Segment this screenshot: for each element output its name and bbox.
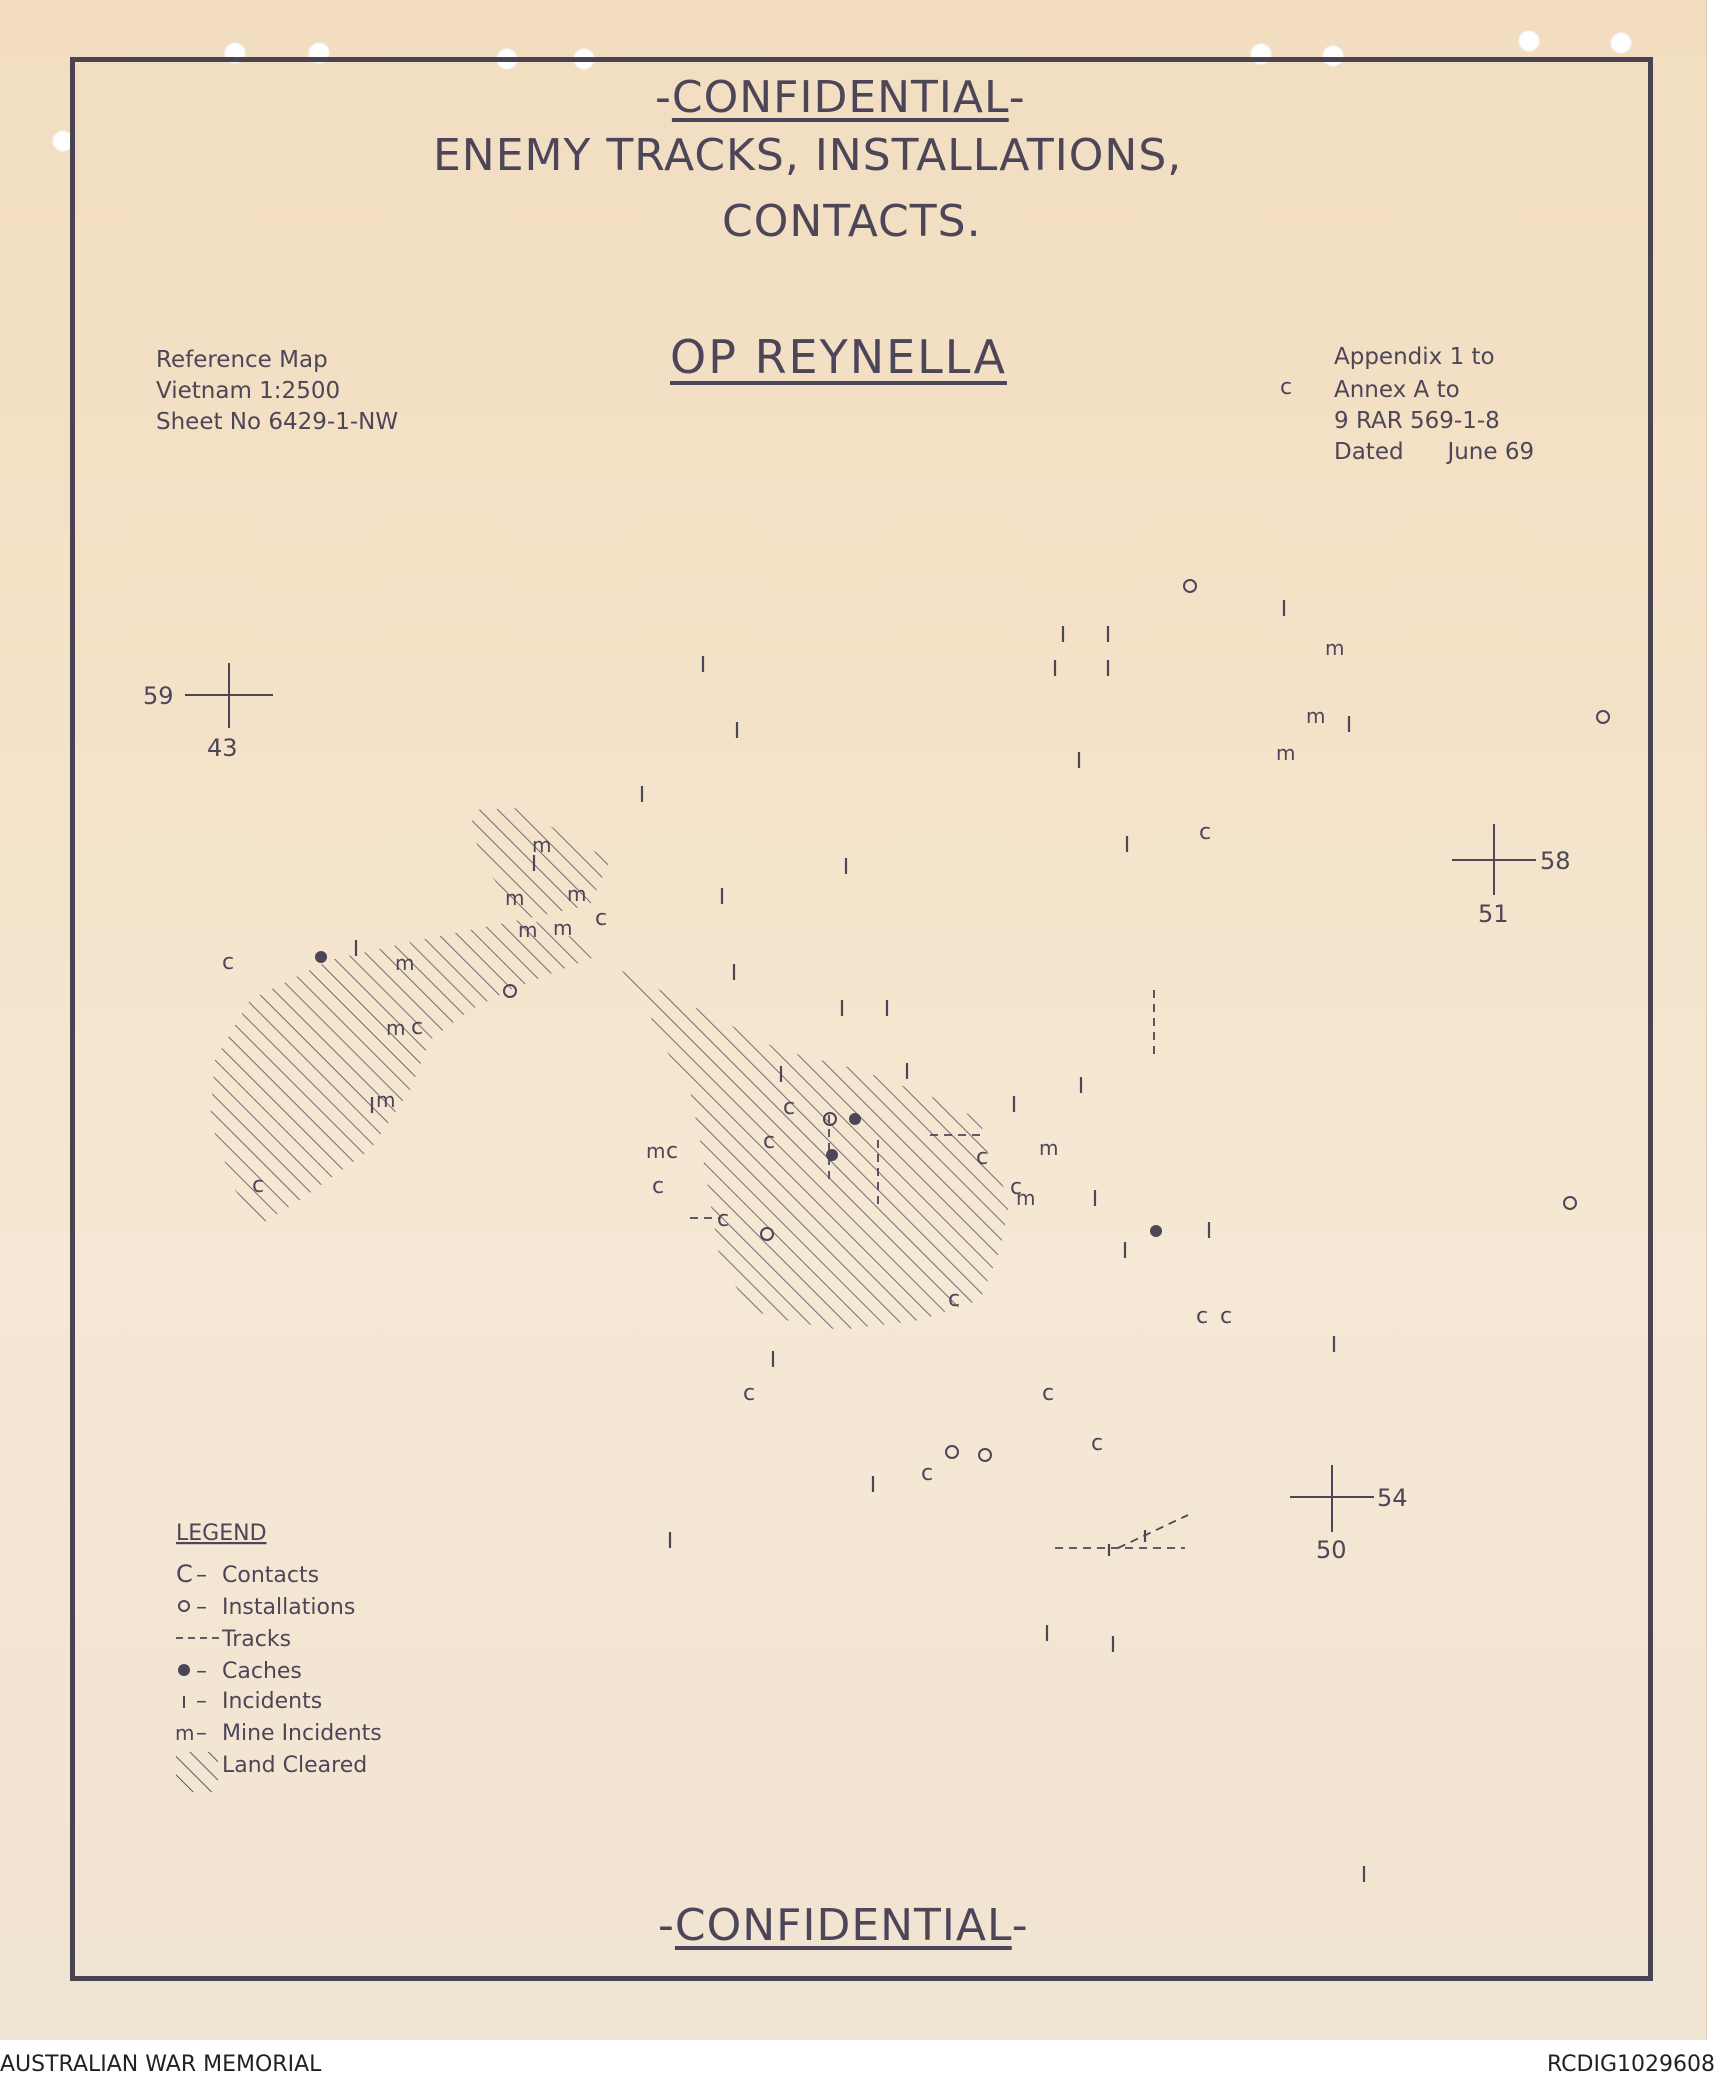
svg-text:m: m [518, 918, 538, 942]
operation-name: OP REYNELLA [670, 330, 1007, 384]
svg-text:m: m [646, 1139, 666, 1163]
svg-text:c: c [652, 1174, 665, 1199]
contact-markers [222, 375, 1292, 1486]
grid-ref-59-43 [185, 663, 273, 728]
svg-text:–: – [196, 1721, 207, 1746]
svg-text:c: c [1280, 375, 1293, 400]
svg-text:m: m [1276, 741, 1296, 765]
appendix-line3: 9 RAR 569-1-8 [1334, 408, 1500, 434]
svg-text:c: c [948, 1287, 961, 1312]
grid-ref-58-51-east: 58 [1540, 847, 1571, 875]
legend-land-cleared-label: Land Cleared [222, 1753, 368, 1778]
legend [175, 1521, 382, 1792]
svg-text:c: c [1196, 1304, 1209, 1329]
legend-incidents-label: Incidents [222, 1689, 323, 1714]
svg-text:c: c [1220, 1304, 1233, 1329]
appendix-line4: Dated June 69 [1334, 439, 1535, 465]
legend-contacts-label: Contacts [222, 1563, 320, 1588]
svg-text:c: c [666, 1139, 679, 1164]
svg-text:m: m [376, 1088, 396, 1112]
legend-land-cleared-symbol [176, 1752, 218, 1792]
svg-text:c: c [976, 1145, 989, 1170]
classification-bottom: -CONFIDENTIAL- [658, 1900, 1029, 1951]
classification-bottom-text: CONFIDENTIAL [674, 1900, 1012, 1951]
svg-text:m: m [532, 833, 552, 857]
legend-caches-label: Caches [222, 1659, 302, 1684]
svg-text:c: c [763, 1129, 776, 1154]
svg-text:c: c [1091, 1431, 1104, 1456]
svg-text:m: m [1039, 1136, 1059, 1160]
classification-top: -CONFIDENTIAL- [655, 72, 1026, 123]
grid-ref-54-50 [1290, 1465, 1374, 1532]
grid-ref-59-43-north: 43 [207, 734, 238, 762]
svg-text:c: c [411, 1015, 424, 1040]
svg-text:m: m [386, 1016, 406, 1040]
svg-text:–: – [196, 1659, 207, 1684]
legend-installations-label: Installations [222, 1595, 356, 1620]
map-title-line1: ENEMY TRACKS, INSTALLATIONS, [433, 130, 1183, 181]
grid-ref-58-51-north: 51 [1478, 900, 1509, 928]
svg-text:m: m [567, 882, 587, 906]
svg-text:c: c [252, 1173, 265, 1198]
svg-text:c: c [1010, 1175, 1023, 1200]
legend-title: LEGEND [176, 1521, 267, 1546]
svg-text:m: m [1325, 636, 1345, 660]
land-cleared-area [210, 808, 1010, 1330]
svg-text:m: m [1306, 704, 1326, 728]
appendix-line1: Appendix 1 to [1334, 344, 1495, 370]
archive-id: RCDIG1029608 [1546, 2052, 1715, 2077]
svg-text:m: m [505, 886, 525, 910]
svg-text:c: c [743, 1381, 756, 1406]
legend-contacts-symbol: C [176, 1560, 193, 1588]
svg-text:–: – [196, 1563, 207, 1588]
legend-mine-label: Mine Incidents [222, 1721, 382, 1746]
appendix-line2: Annex A to [1334, 377, 1460, 403]
archive-credit: AUSTRALIAN WAR MEMORIAL [0, 2052, 322, 2077]
svg-text:c: c [222, 950, 235, 975]
svg-text:c: c [595, 906, 608, 931]
reference-map-line2: Vietnam 1:2500 [156, 378, 341, 404]
reference-map-line3: Sheet No 6429-1-NW [156, 409, 399, 435]
svg-text:c: c [921, 1461, 934, 1486]
svg-text:m: m [1016, 1186, 1036, 1210]
map-title-line2: CONTACTS. [722, 196, 982, 247]
grid-ref-59-43-east: 59 [143, 682, 174, 710]
grid-ref-54-50-east: 54 [1377, 1484, 1408, 1512]
legend-caches-symbol [178, 1664, 190, 1676]
svg-text:m: m [395, 951, 415, 975]
legend-installations-symbol [179, 1601, 189, 1611]
legend-mine-symbol: m [175, 1721, 195, 1745]
classification-top-text: CONFIDENTIAL [671, 72, 1009, 123]
svg-text:–: – [196, 1595, 207, 1620]
svg-text:c: c [1199, 820, 1212, 845]
legend-tracks-label: Tracks [222, 1627, 292, 1652]
grid-ref-58-51 [1452, 824, 1536, 895]
svg-text:–: – [196, 1689, 207, 1714]
svg-text:c: c [783, 1095, 796, 1120]
grid-ref-54-50-north: 50 [1316, 1536, 1347, 1564]
svg-text:m: m [553, 916, 573, 940]
svg-text:c: c [717, 1207, 730, 1232]
svg-text:c: c [1042, 1381, 1055, 1406]
reference-map-line1: Reference Map [156, 347, 328, 373]
